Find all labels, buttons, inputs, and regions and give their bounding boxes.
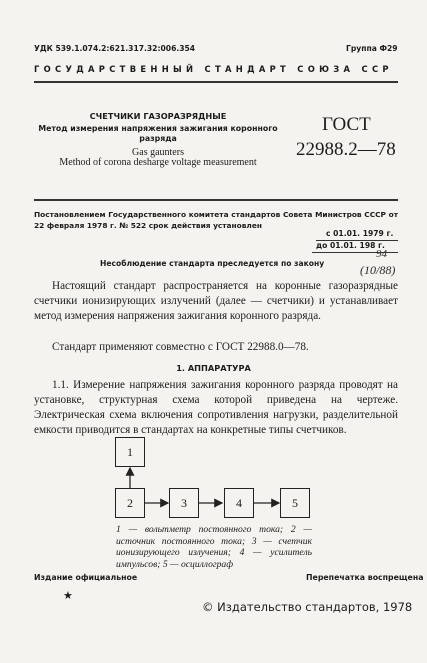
handwritten-note: (10/88)	[360, 263, 396, 277]
clause-1-1: 1.1. Измерение напряжения зажигания коронного разряда проводят на установке, структурная схема которой приведена на чертеже. Электрическая схема включения сопротивления нагрузки, разделительной емкости приводится в стандартах на конкретные типы счетчиков.	[34, 379, 398, 436]
box-oscilloscope: 5	[280, 488, 310, 518]
udk-code: УДК 539.1.074.2:621.317.32:006.354	[34, 44, 196, 53]
gost-label: ГОСТ	[322, 114, 371, 135]
box-power-source: 2	[115, 488, 145, 518]
box-voltmeter: 1	[115, 437, 145, 467]
handwritten-year: 94	[376, 248, 387, 260]
reprint-prohibited: Перепечатка воспрещена	[306, 573, 424, 582]
section-title: 1. АППАРАТУРА	[176, 363, 251, 373]
diagram-caption: 1 — вольтметр постоянного тока; 2 — источник постоянного тока; 3 — счетчик ионизирующего излучения; 4 — усилитель импульсов; 5 — осциллограф	[116, 524, 312, 570]
gost-number: 22988.2—78	[296, 139, 396, 160]
method-title-ru: Метод измерения напряжения зажигания коронного разряда	[38, 124, 278, 143]
standard-title-ru: СЧЕТЧИКИ ГАЗОРАЗРЯДНЫЕ	[89, 111, 227, 121]
standard-title-en: Gas gaunters	[132, 147, 184, 158]
box-amplifier: 4	[224, 488, 254, 518]
publisher-line: © Издательство стандартов, 1978	[202, 600, 413, 614]
intro-paragraph: Настоящий стандарт распространяется на коронные газоразрядные счетчики ионизирующих излучений (далее — счетчики) и устанавливает метод измерения напряжения зажигания коронного разряда.	[34, 280, 398, 322]
legal-warning: Несоблюдение стандарта преследуется по закону	[100, 259, 325, 268]
box-counter: 3	[169, 488, 199, 518]
group-code: Группа Ф29	[346, 44, 398, 53]
decree-text: Постановлением Государственного комитета стандартов Совета Министров СССР от 22 февраля 1978 г. № 522 срок действия установлен	[34, 210, 398, 230]
official-edition: Издание официальное	[34, 573, 138, 582]
usage-paragraph: Стандарт применяют совместно с ГОСТ 22988.0—78.	[52, 341, 309, 353]
state-standard-heading: ГОСУДАРСТВЕННЫЙ СТАНДАРТ СОЮЗА ССР	[34, 64, 393, 74]
validity-from: с 01.01. 1979 г.	[326, 229, 394, 238]
method-title-en: Method of corona desharge voltage measurement	[59, 157, 257, 168]
star-icon: ★	[63, 590, 73, 602]
validity-to: до 01.01. 198 г.	[316, 241, 385, 250]
